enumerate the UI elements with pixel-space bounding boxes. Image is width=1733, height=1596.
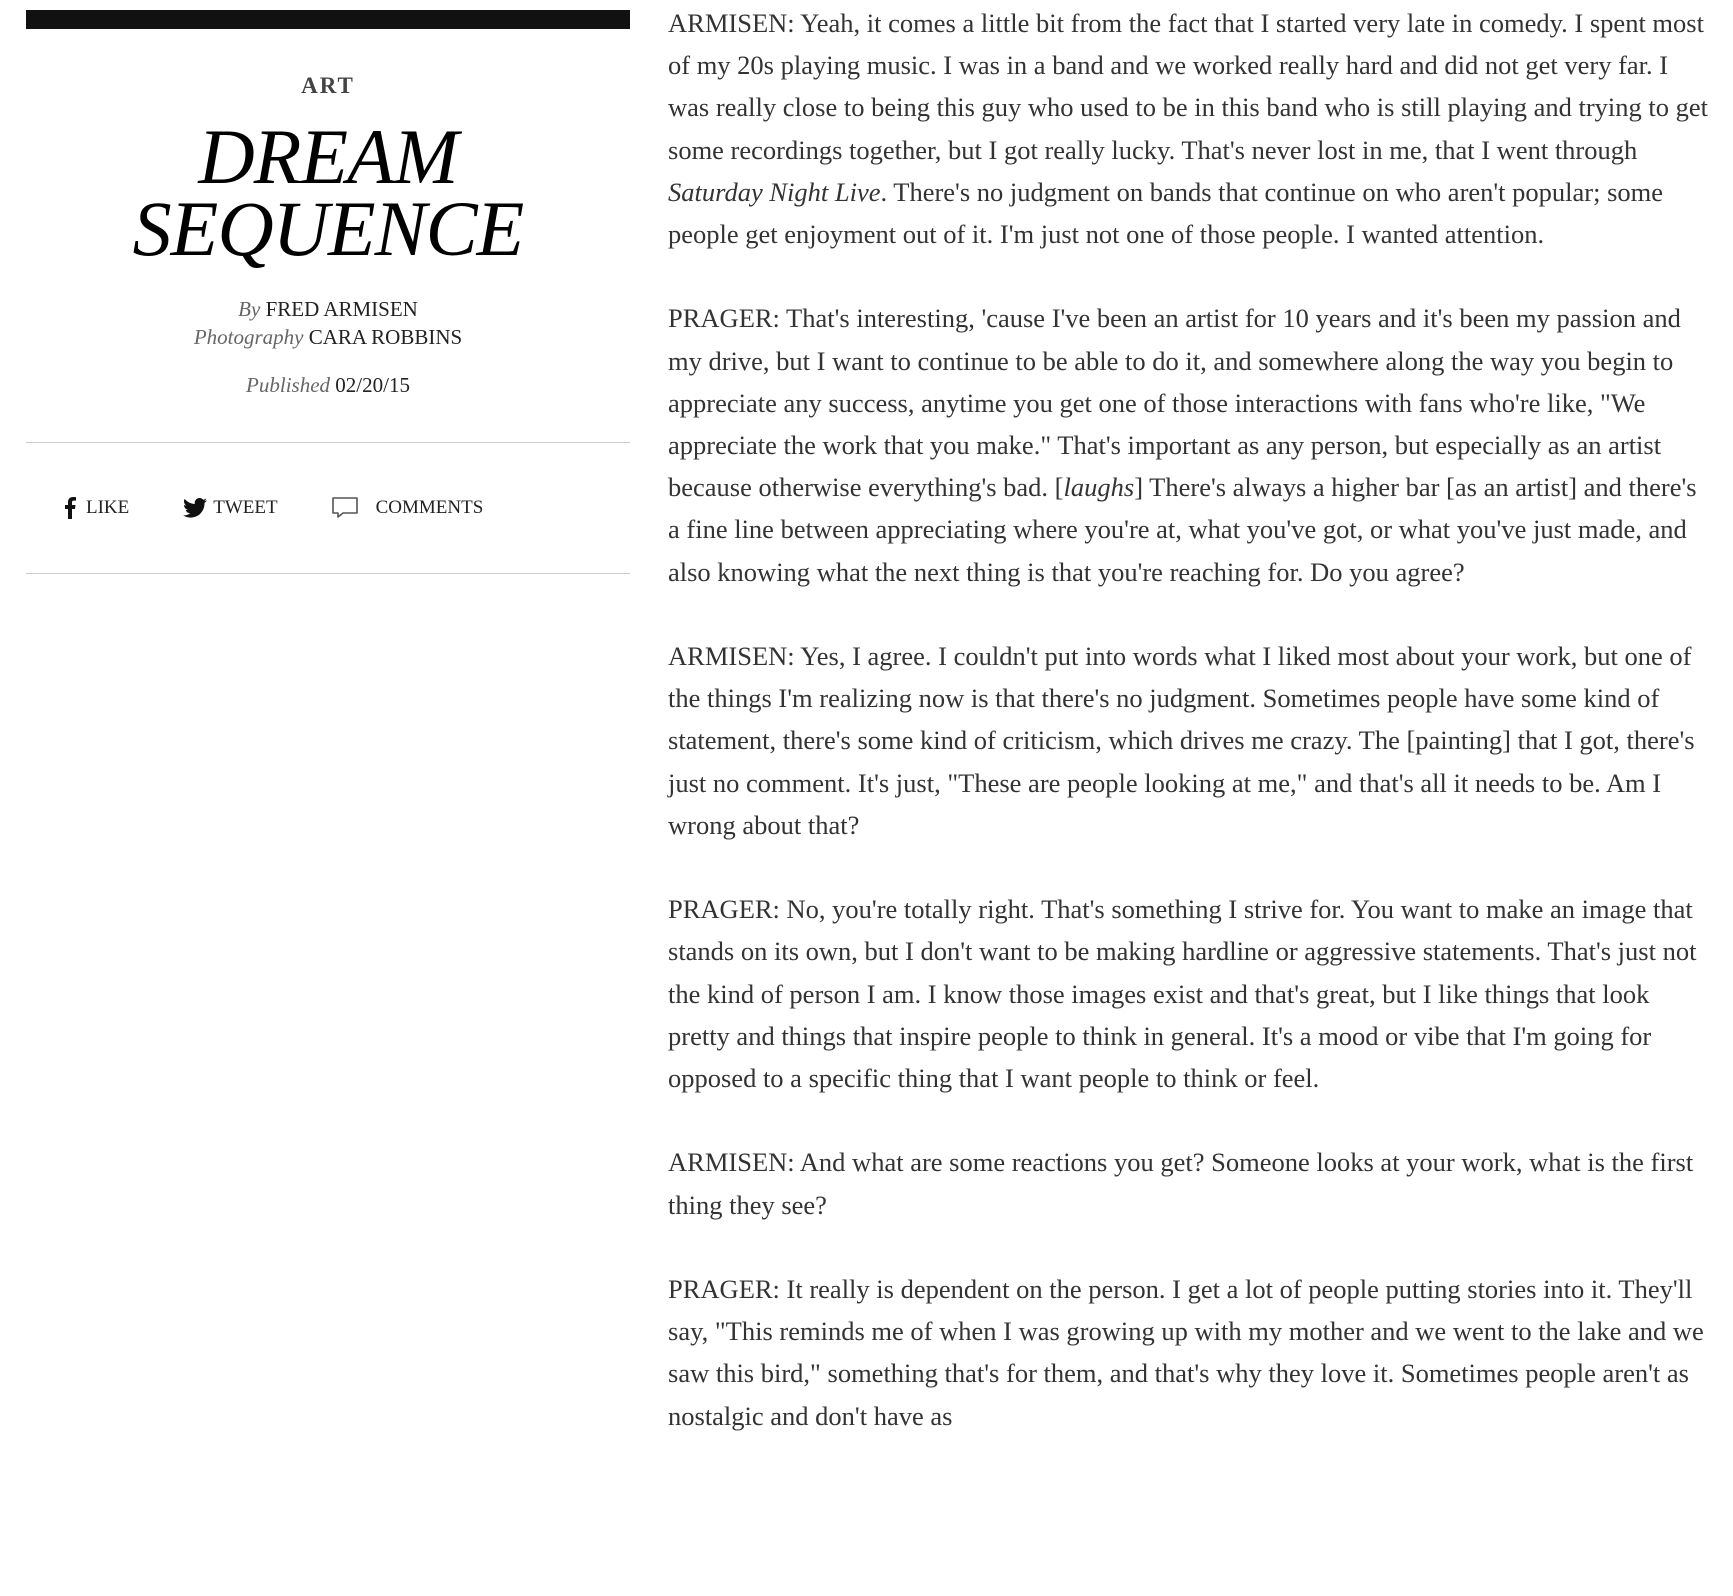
article-sidebar (26, 10, 630, 574)
paragraph: ARMISEN: Yes, I agree. I couldn't put into words what I liked most about your work, but one of the things I'm realizing now is that there's no judgment. Sometimes people have some kind of statement, there's some kind of criticism, which drives me crazy. The [painting] that I got, there's just no comment. It's just, "These are people looking at me," and that's all it needs to be. Am I wrong about that? (668, 641, 1695, 840)
tweet-label: TWEET (213, 497, 278, 518)
title-line-2: SEQUENCE (132, 185, 524, 272)
byline (26, 295, 630, 351)
published-line (26, 373, 630, 398)
comments-label: COMMENTS (375, 497, 484, 518)
twitter-icon (183, 498, 207, 518)
paragraph (668, 2, 1713, 255)
title-line-1: DREAM (198, 113, 458, 200)
paragraph-text: ] There's always a higher bar [as an artist] and there's a fine line between appreciating where you're at, what you've got, or what you've just made, and also knowing what the next thing is that you're reaching for. Do you agree? (668, 472, 1697, 587)
article-title (26, 113, 630, 272)
like-button[interactable] (64, 497, 129, 519)
show-title: Saturday Night Live (668, 176, 881, 207)
paragraph-text: PRAGER: That's interesting, 'cause I've been an artist for 10 years and it's been my passion and my drive, but I want to continue to be able to do it, and somewhere along the way you begin to appreciate any success, anytime you get one of those interactions with fans who're like, "We appreciate the work that you make." That's important as any person, but especially as an artist because otherwise everything's bad. [ (668, 303, 1681, 503)
published-label: Published (246, 373, 331, 397)
published-date: 02/20/15 (335, 373, 410, 397)
article-body (668, 2, 1713, 1479)
photographer-name[interactable]: CARA ROBBINS (308, 325, 463, 349)
top-rule (26, 10, 630, 29)
photographer-line (26, 323, 630, 351)
facebook-icon (64, 497, 76, 519)
share-divider-bottom (26, 573, 630, 574)
paragraph (668, 297, 1713, 592)
paragraph: PRAGER: No, you're totally right. That's something I strive for. You want to make an image that stands on its own, but I don't want to be making hardline or aggressive statements. That's just not the kind of person I am. I know those images exist and that's great, but I like things that look pretty and things that inspire people to think in general. It's a mood or vibe that I'm going for opposed to a specific thing that I want people to think or feel. (668, 894, 1697, 1094)
author-name[interactable]: FRED ARMISEN (265, 297, 418, 321)
paragraph-text: . There's no judgment on bands that continue on who aren't popular; some people get enjoyment out of it. I'm just not one of those people. I wanted attention. (668, 176, 1664, 250)
by-label: By (238, 297, 261, 321)
author-line (26, 295, 630, 323)
paragraph-text: ARMISEN: Yeah, it comes a little bit from the fact that I started very late in comedy. I spent most of my 20s playing music. I was in a band and we worked really hard and did not get very far. I was really close to being this guy who used to be in this band who is still playing and trying to get some recordings together, but I got really lucky. That's never lost in me, that I went through (668, 8, 1708, 165)
share-bar (26, 443, 630, 573)
photography-label: Photography (193, 325, 304, 349)
like-label: LIKE (86, 497, 130, 518)
section-label[interactable]: ART (301, 73, 355, 98)
paragraph: ARMISEN: And what are some reactions you get? Someone looks at your work, what is the first thing they see? (668, 1147, 1694, 1220)
stage-direction: laughs (1063, 472, 1135, 503)
comments-button[interactable] (332, 497, 484, 519)
tweet-button[interactable] (183, 497, 277, 519)
comment-bubble-icon (332, 497, 358, 519)
paragraph: PRAGER: It really is dependent on the person. I get a lot of people putting stories into it. They'll say, "This reminds me of when I was growing up with my mother and we went to the lake and we saw this bird," something that's for them, and that's why they love it. Sometimes people aren't as nostalgic and don't have as (668, 1274, 1704, 1431)
